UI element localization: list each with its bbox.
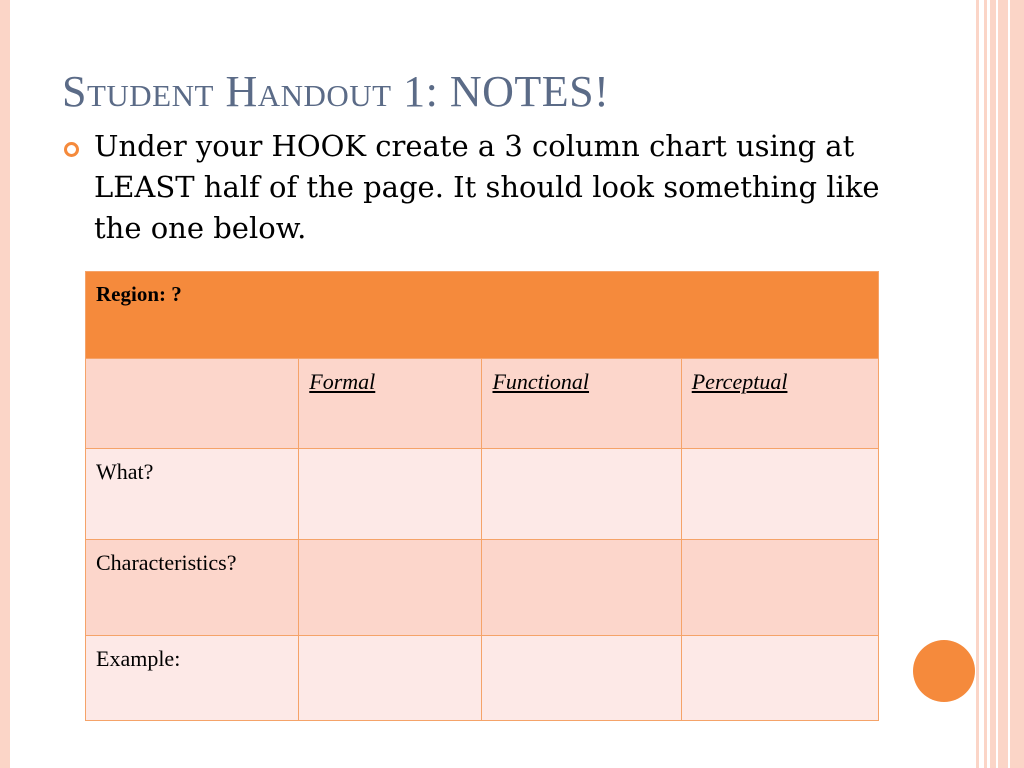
row-label: Example: [86,636,299,721]
left-frame-band [0,0,10,768]
row-label: What? [86,449,299,540]
frame-stripe [990,0,996,768]
column-header-row [86,359,879,449]
table-row [86,636,879,721]
table-cell [482,449,681,540]
column-header-label: Perceptual [691,369,788,394]
table-cell [681,540,878,636]
region-header-cell: Region: ? [86,272,879,359]
table-cell [299,636,482,721]
table-row [86,449,879,540]
table-cell [681,636,878,721]
notes-chart-table [85,271,879,721]
frame-stripe [984,0,987,768]
frame-stripe [998,0,1008,768]
right-frame-bands [976,0,1024,768]
column-header-formal [299,359,482,449]
bullet-text: Under your HOOK create a 3 column chart using at LEAST half of the page. It should look something like the one below. [94,129,880,245]
table-cell [299,540,482,636]
bullet-circle-icon [64,142,79,157]
column-header-label: Formal [309,369,376,394]
table-cell [482,636,681,721]
frame-stripe [976,0,979,768]
slide-title: Student Handout 1: NOTES! [62,67,610,116]
column-header-label: Functional [492,369,590,394]
corner-cell [86,359,299,449]
column-header-perceptual [681,359,878,449]
table-header-row [86,272,879,359]
table-cell [681,449,878,540]
table-cell [299,449,482,540]
column-header-functional [482,359,681,449]
table-cell [482,540,681,636]
decorative-circle [913,640,975,702]
frame-stripe [1010,0,1024,768]
table-row [86,540,879,636]
row-label: Characteristics? [86,540,299,636]
